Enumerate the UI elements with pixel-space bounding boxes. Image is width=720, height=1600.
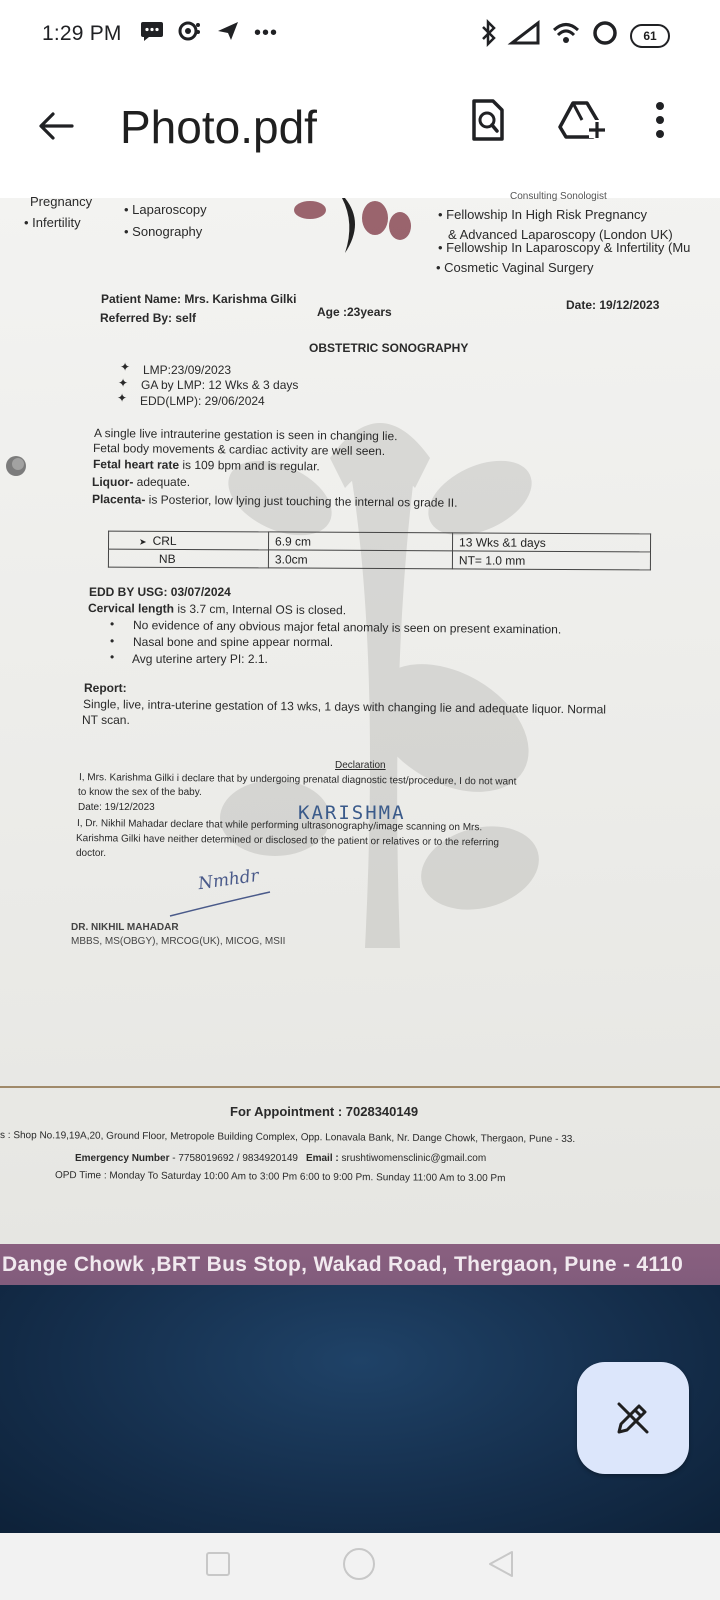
signal-icon [510,21,540,50]
appointment-number: For Appointment : 7028340149 [230,1104,419,1119]
bullet-dot: • [110,634,115,648]
lmp: LMP:23/09/2023 [143,363,232,377]
qualification-2: & Advanced Laparoscopy (London UK) [448,227,673,242]
document-title: Photo.pdf [120,101,317,153]
report-line: NT scan. [82,713,130,727]
signature-stroke [165,876,315,921]
search-in-document-icon [471,99,505,141]
emergency-contact [75,1153,486,1164]
bullet-item: Avg uterine artery PI: 2.1. [132,652,268,666]
declaration-line: to know the sex of the baby. [78,787,202,798]
placenta-label: Placenta- [91,492,146,507]
liquor [92,475,190,489]
status-bar [0,0,720,70]
patient-name: Patient Name: Mrs. Karishma Gilki [101,292,297,306]
more-options-button[interactable] [640,94,680,146]
punch-hole-mark [4,454,28,478]
bluetooth-icon [480,20,498,51]
edd-lmp: EDD(LMP): 29/06/2024 [140,394,265,408]
fhr-value: is 109 bpm and is regular. [178,457,320,474]
table-cell-value: 6.9 cm [269,532,453,551]
table-cell-label: NB [108,549,268,568]
arrow-left-icon [38,111,74,141]
arrow-bullet-icon: ✦ [117,391,128,405]
declaration-line: Karishma Gilki have neither determined or disclosed to the patient or relatives or to the referring [75,833,500,849]
doctor-name: DR. NIKHIL MAHADAR [71,922,179,933]
bullet-dot: • [110,650,115,664]
circle-icon [341,1546,377,1582]
placenta [92,492,458,510]
status-time: 1:29 PM [42,22,122,45]
do-not-disturb-icon [592,20,618,51]
declaration-line: I, Dr. Nikhil Mahadar declare that while performing ultrasonography/image scanning on Mrs. [76,818,483,834]
emergency-label: Emergency Number [75,1153,170,1164]
qualification-4: • Cosmetic Vaginal Surgery [436,260,594,275]
cervical-length [88,601,346,617]
table-cell-value: 3.0cm [268,550,452,569]
edit-pen-icon [611,1396,655,1440]
doctor-signature: Nmhdr [196,865,261,895]
add-to-drive-icon [558,100,606,140]
finding-1: A single live intrauterine gestation is seen in changing lie. [93,426,398,444]
qualification-1: • Fellowship In High Risk Pregnancy [438,207,648,222]
arrow-bullet-icon: ✦ [118,376,129,390]
patient-signature: KARISHMA [298,802,406,824]
battery-icon: 61 [630,24,670,48]
qualification-3: • Fellowship In Laparoscopy & Infertility (Mu [438,240,691,255]
notification-icons [140,20,278,47]
clinic-logo-top [290,198,420,258]
liquor-value: adequate. [133,475,191,489]
service-laparoscopy: • Laparoscopy [124,202,207,217]
fhr-label: Fetal heart rate [92,457,180,472]
service-sonography: • Sonography [124,224,203,239]
cervical-label: Cervical length [87,601,175,616]
triangle-back-icon [487,1549,515,1579]
clinic-address: s : Shop No.19,19A,20, Ground Floor, Metropole Building Complex, Opp. Lonavala Bank, Nr. Dange Chowk, Thergaon, Pune - 33. [0,1130,576,1146]
email-label: Email : [305,1153,342,1164]
arrow-bullet-icon: ➤ [139,536,147,547]
bullet-item: No evidence of any obvious major fetal anomaly is seen on present examination. [132,618,562,637]
document-page [0,191,720,1244]
section-title: OBSTETRIC SONOGRAPHY [309,341,469,355]
referred-by: Referred By: self [100,311,197,325]
ga-by-lmp: GA by LMP: 12 Wks & 3 days [141,378,299,392]
document-viewer[interactable] [0,191,720,1533]
back-button[interactable] [30,100,82,152]
table-cell-result: 13 Wks &1 days [452,533,650,552]
fetal-heart-rate [93,457,320,473]
cervical-value: is 3.7 cm, Internal OS is closed. [173,601,347,618]
liquor-label: Liquor- [92,475,134,489]
system-icons [480,20,670,51]
table-row [108,549,650,570]
message-icon [140,21,164,46]
opd-timings: OPD Time : Monday To Saturday 10:00 Am to 3:00 Pm 6:00 to 9:00 Pm. Sunday 11:00 Am to 3.00 Pm [54,1170,506,1185]
finding-2: Fetal body movements & cardiac activity are well seen. [92,441,386,459]
placenta-value: is Posterior, low lying just touching the internal os grade II. [145,492,458,510]
signboard-text: Dange Chowk ,BRT Bus Stop, Wakad Road, Thergaon, Pune - 4110 [2,1253,684,1276]
home-button[interactable] [341,1546,377,1587]
report-date: Date: 19/12/2023 [566,298,660,312]
emergency-value: - 7758019692 / 9834920149 [169,1153,298,1164]
add-to-drive-button[interactable] [554,94,610,146]
more-vert-icon [654,101,666,139]
table-cell-label: ➤ CRL [109,531,269,550]
search-in-document-button[interactable] [462,94,514,146]
edit-button[interactable] [577,1362,689,1474]
declaration-line: doctor. [76,848,107,859]
edd-by-usg: EDD BY USG: 03/07/2024 [89,585,231,599]
patient-age: Age :23years [317,305,392,319]
report-label: Report: [84,681,127,695]
wifi-icon [552,21,580,50]
back-nav-button[interactable] [487,1549,515,1584]
table-cell-result: NT= 1.0 mm [452,551,650,570]
assistant-icon [178,20,202,47]
consultant-title: Consulting Sonologist [510,191,607,202]
declaration-line: I, Mrs. Karishma Gilki i declare that by undergoing prenatal diagnostic test/procedure, I do not want [78,772,517,788]
bullet-item: Nasal bone and spine appear normal. [133,635,334,649]
system-navigation-bar [0,1533,720,1600]
declaration-line: Date: 19/12/2023 [78,802,155,813]
send-icon [216,20,240,47]
service-infertility: • Infertility [24,215,81,230]
email-value: srushtiwomensclinic@gmail.com [341,1153,487,1164]
service-pregnancy: Pregnancy [30,194,93,209]
more-notifications-icon: ••• [254,22,279,44]
bullet-dot: • [110,617,115,631]
measurement-table [108,531,651,571]
arrow-bullet-icon: ✦ [120,360,131,374]
recent-apps-button[interactable] [205,1551,231,1582]
footer-divider [0,1086,720,1088]
report-line: Single, live, intra-uterine gestation of 13 wks, 1 days with changing lie and adequate liquor. Normal [82,697,607,717]
square-icon [205,1551,231,1577]
doctor-qualifications: MBBS, MS(OBGY), MRCOG(UK), MICOG, MSII [71,936,286,947]
app-bar [0,70,720,198]
declaration-title: Declaration [335,760,386,771]
